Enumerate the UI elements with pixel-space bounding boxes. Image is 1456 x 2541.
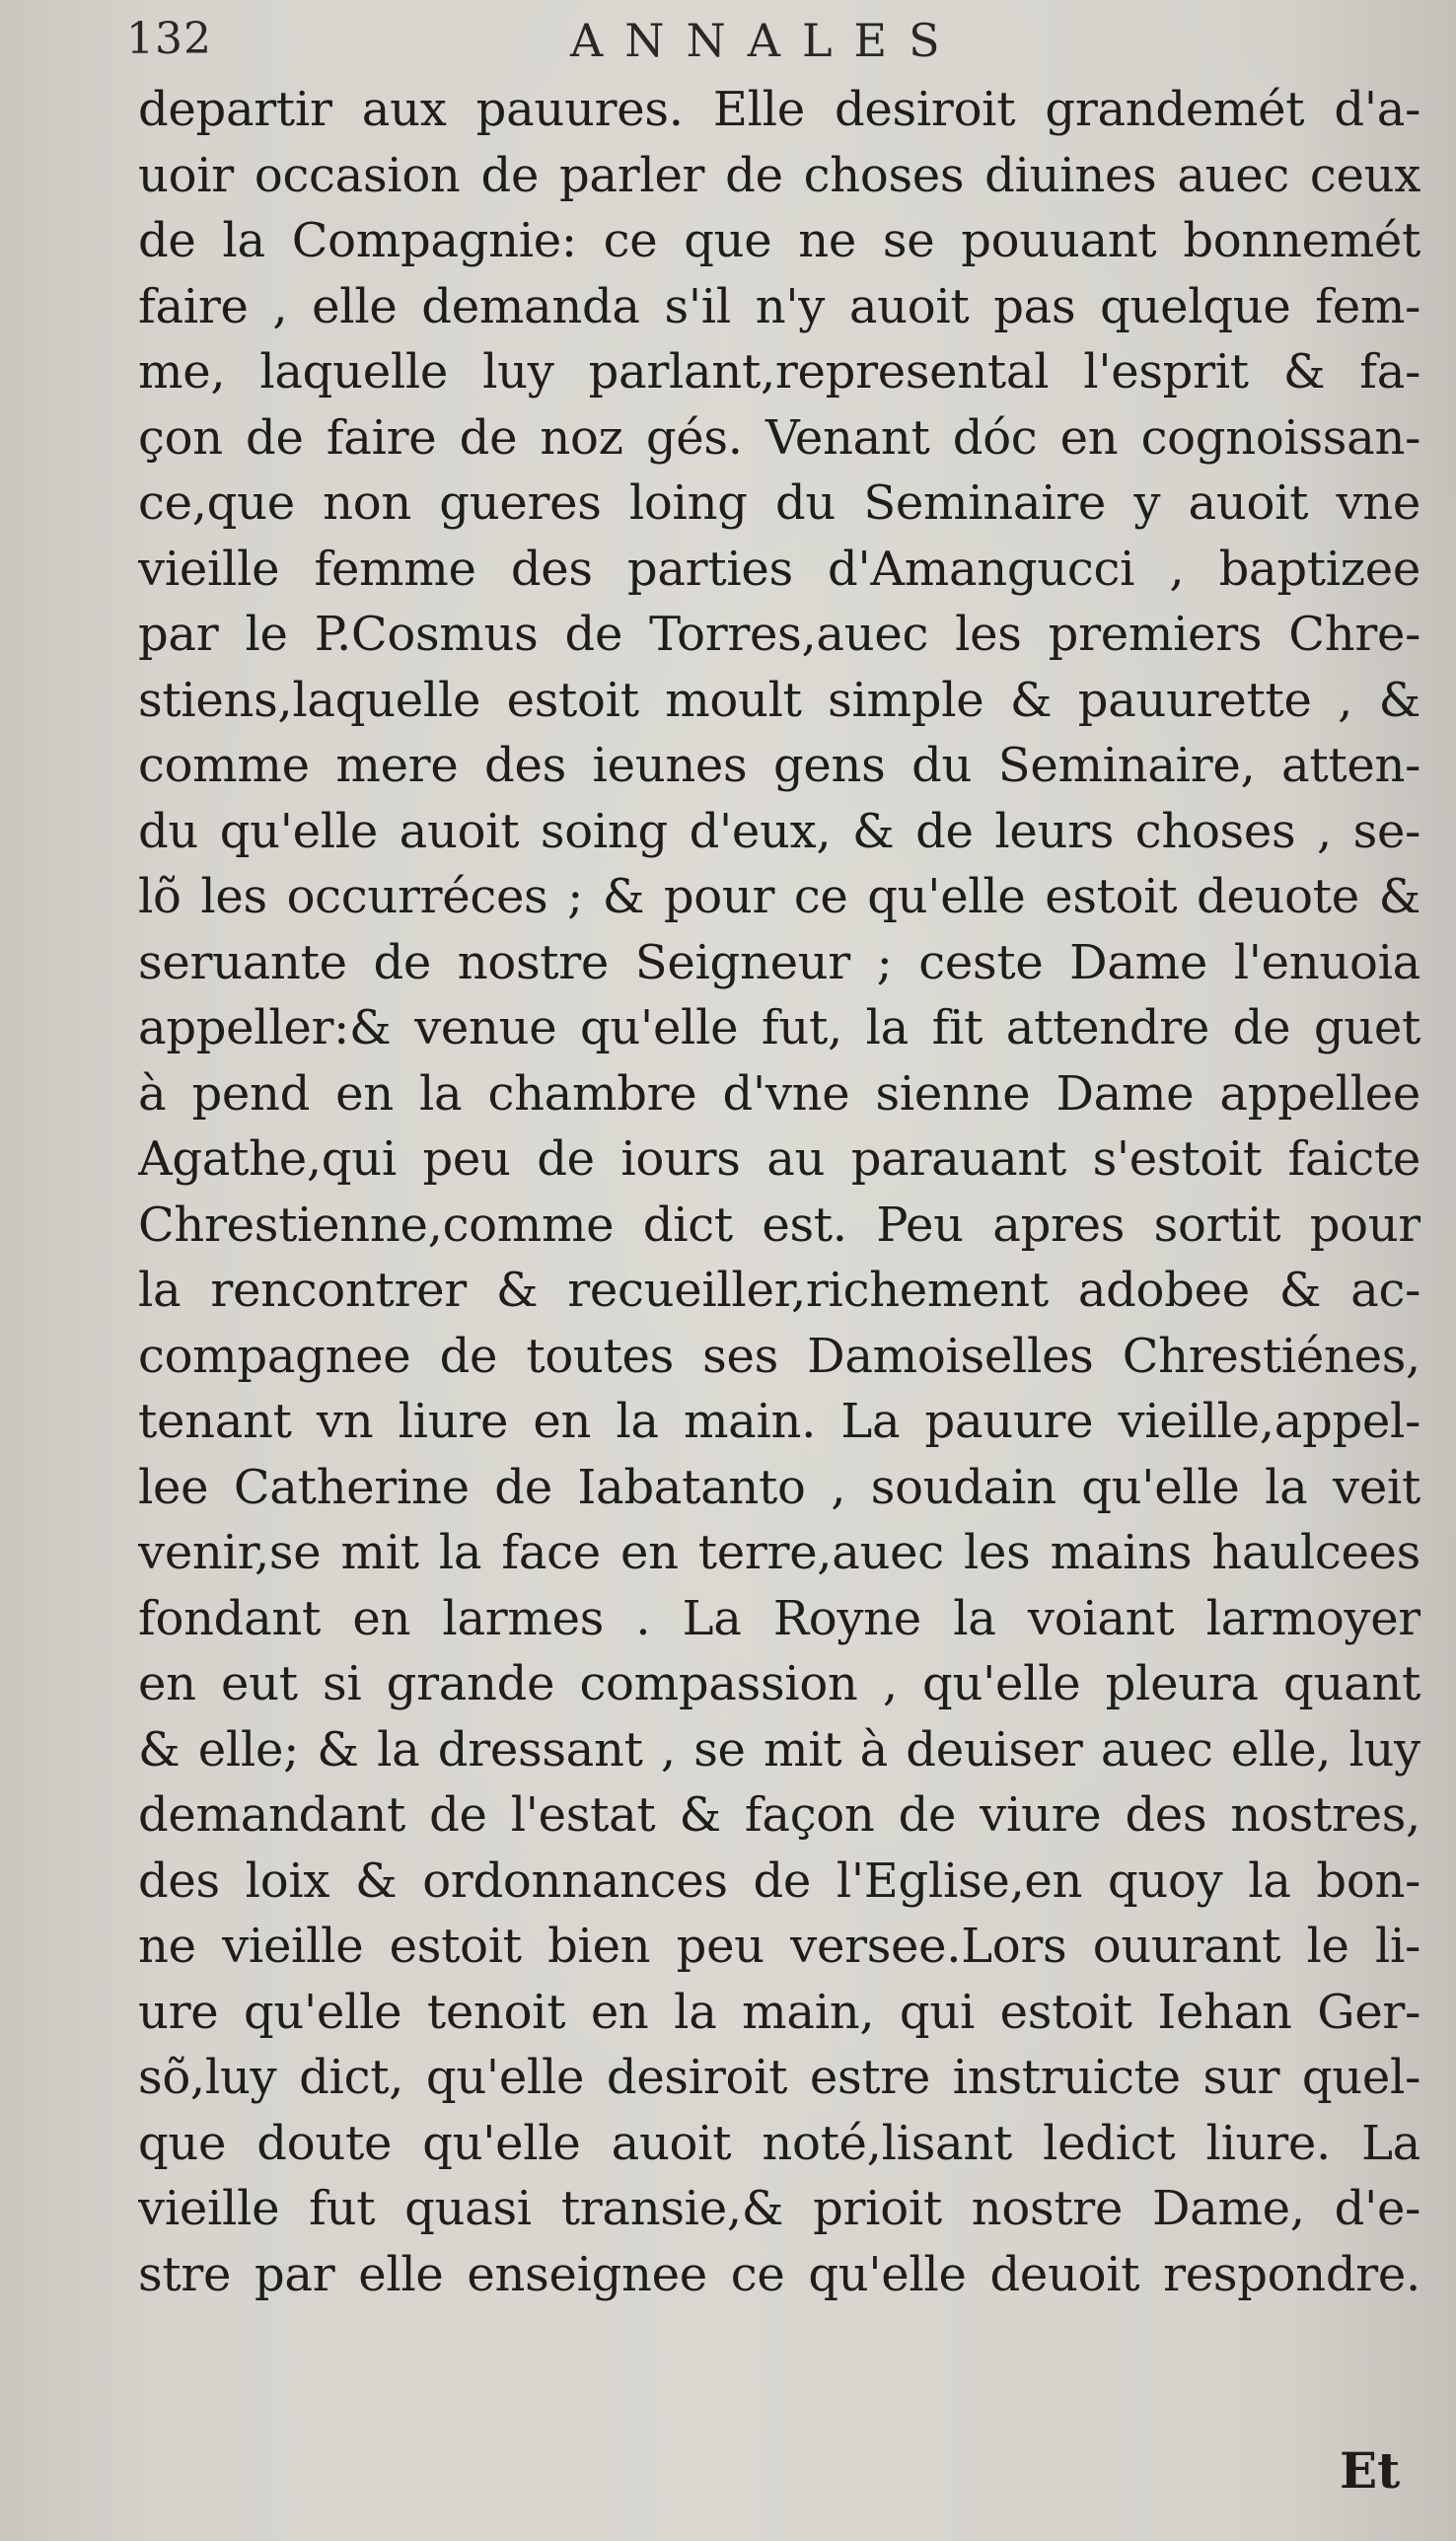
catchword: Et — [1340, 2441, 1401, 2500]
text-line: ure qu'elle tenoit en la main, qui estoit Iehan Ger- — [138, 1984, 1420, 2040]
text-line: Chrestienne,comme dict est. Peu apres sortit pour — [138, 1197, 1420, 1253]
text-line: de la Compagnie: ce que ne se pouuant bonnemét — [138, 213, 1420, 268]
text-line: fondant en larmes . La Royne la voiant larmoyer — [138, 1590, 1420, 1646]
text-line: me, laquelle luy parlant,represental l'esprit & fa- — [138, 344, 1420, 399]
text-line: que doute qu'elle auoit noté,lisant ledict liure. La — [138, 2115, 1420, 2171]
text-line: seruante de nostre Seigneur ; ceste Dame l'enuoia — [138, 934, 1420, 990]
text-line: en eut si grande compassion , qu'elle pleura quant — [138, 1656, 1420, 1711]
text-line: du qu'elle auoit soing d'eux, & de leurs choses , se- — [138, 803, 1420, 859]
text-line: vieille femme des parties d'Amangucci , baptizee — [138, 541, 1420, 597]
text-line: demandant de l'estat & façon de viure des nostres, — [138, 1787, 1420, 1843]
text-line: des loix & ordonnances de l'Eglise,en quoy la bon- — [138, 1852, 1420, 1909]
text-line: vieille fut quasi transie,& prioit nostre Dame, d'e- — [138, 2181, 1420, 2236]
text-line: venir,se mit la face en terre,auec les mains haulcees — [138, 1525, 1420, 1580]
text-line: & elle; & la dressant , se mit à deuiser auec elle, luy — [138, 1721, 1420, 1778]
text-line: compagnee de toutes ses Damoiselles Chrestiénes, — [138, 1328, 1420, 1384]
text-line: Agathe,qui peu de iours au parauant s'estoit faicte — [138, 1131, 1420, 1187]
text-line: sõ,luy dict, qu'elle desiroit estre instruicte sur quel- — [138, 2050, 1420, 2105]
text-line: la rencontrer & recueiller,richement adobee & ac- — [138, 1263, 1420, 1318]
page-number: 132 — [126, 14, 212, 64]
text-line: lõ les occurréces ; & pour ce qu'elle estoit deuote & — [138, 869, 1420, 924]
text-line: departir aux pauures. Elle desiroit grandemét d'a- — [138, 82, 1420, 137]
text-line: tenant vn liure en la main. La pauure vieille,appel- — [138, 1394, 1420, 1449]
body-text — [138, 77, 1420, 2307]
text-line: appeller:& venue qu'elle fut, la fit attendre de guet — [138, 1000, 1420, 1055]
text-line: çon de faire de noz gés. Venant dóc en cognoissan- — [138, 409, 1420, 466]
text-line: stiens,laquelle estoit moult simple & pauurette , & — [138, 672, 1420, 728]
running-head: ANNALES — [570, 14, 962, 67]
text-line: à pend en la chambre d'vne sienne Dame appellee — [138, 1065, 1420, 1122]
text-line: uoir occasion de parler de choses diuines auec ceux — [138, 147, 1420, 203]
page-header — [126, 14, 1409, 73]
text-line: lee Catherine de Iabatanto , soudain qu'elle la veit — [138, 1459, 1420, 1515]
text-line: ce,que non gueres loing du Seminaire y auoit vne — [138, 475, 1420, 531]
text-line: faire , elle demanda s'il n'y auoit pas quelque fem- — [138, 278, 1420, 334]
text-line: par le P.Cosmus de Torres,auec les premiers Chre- — [138, 607, 1420, 662]
text-line: stre par elle enseignee ce qu'elle deuoit respondre. — [138, 2246, 1420, 2302]
text-line: comme mere des ieunes gens du Seminaire, atten- — [138, 738, 1420, 793]
text-line: ne vieille estoit bien peu versee.Lors ouurant le li- — [138, 1919, 1420, 1974]
